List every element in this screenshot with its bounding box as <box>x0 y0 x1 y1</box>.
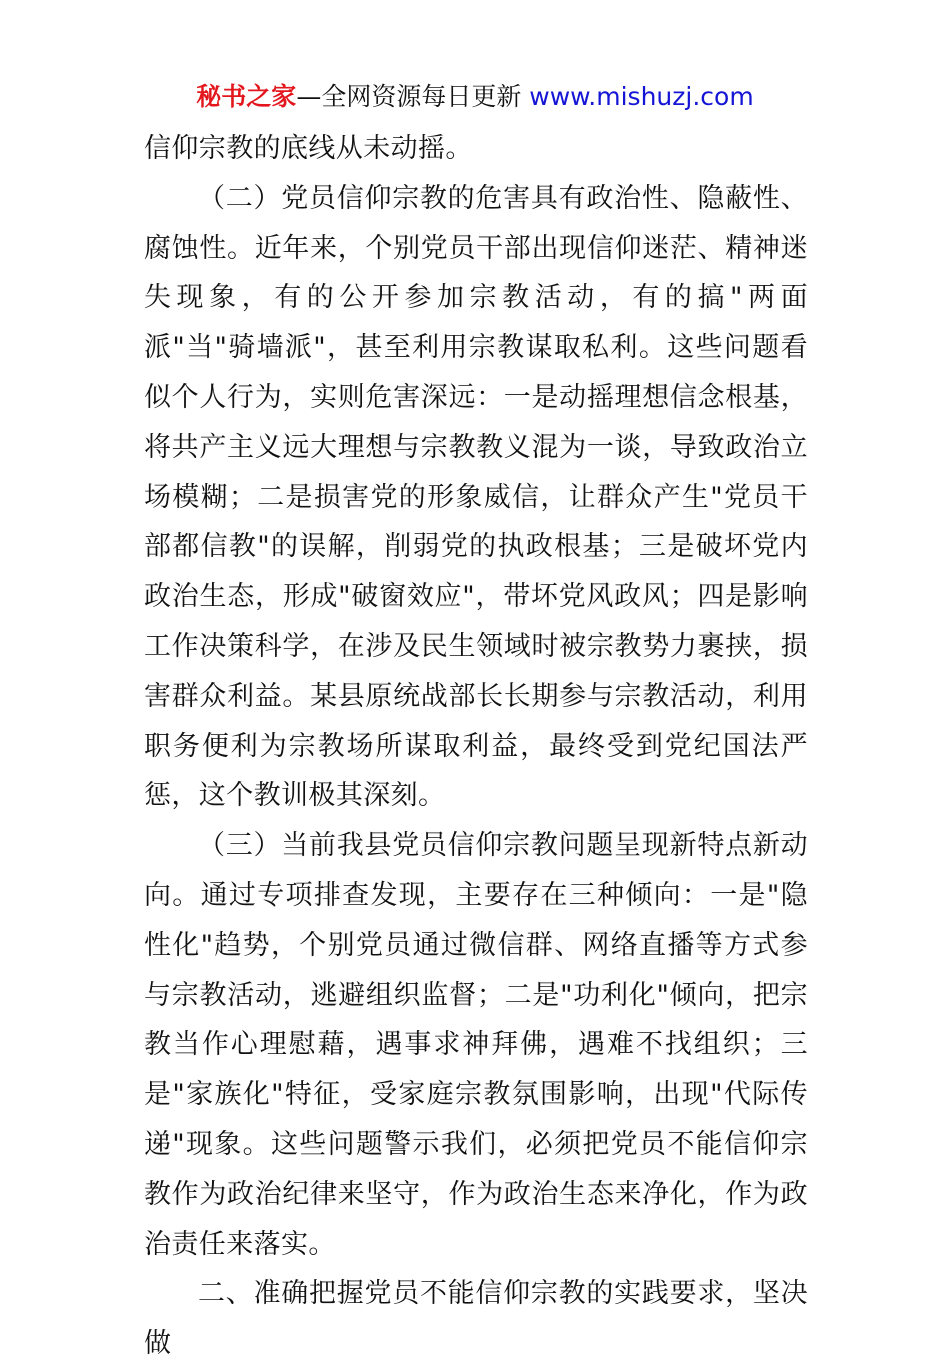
site-tagline: —全网资源每日更新 <box>296 82 530 111</box>
paragraph-section-2: （二）党员信仰宗教的危害具有政治性、隐蔽性、腐蚀性。近年来，个别党员干部出现信仰迷茫、精神迷失现象，有的公开参加宗教活动，有的搞"两面派"当"骑墙派"，甚至利用宗教谋取私利。这些问题看似个人行为，实则危害深远：一是动摇理想信念根基，将共产主义远大理想与宗教教义混为一谈，导致政治立场模糊；二是损害党的形象威信，让群众产生"党员干部都信教"的误解，削弱党的执政根基；三是破坏党内政治生态，形成"破窗效应"，带坏党风政风；四是影响工作决策科学，在涉及民生领域时被宗教势力裹挟，损害群众利益。某县原统战部长长期参与宗教活动，利用职务便利为宗教场所谋取利益，最终受到党纪国法严惩，这个教训极其深刻。 <box>144 182 808 812</box>
paragraph-continuation: 信仰宗教的底线从未动摇。 <box>144 133 473 164</box>
site-url-link[interactable]: www.mishuzj.com <box>529 82 754 111</box>
site-header <box>0 80 950 114</box>
document-body <box>144 124 808 1369</box>
section-heading-2: 二、准确把握党员不能信仰宗教的实践要求，坚决做 <box>144 1278 808 1360</box>
paragraph-section-3: （三）当前我县党员信仰宗教问题呈现新特点新动向。通过专项排查发现，主要存在三种倾向：一是"隐性化"趋势，个别党员通过微信群、网络直播等方式参与宗教活动，逃避组织监督；二是"功利化"倾向，把宗教当作心理慰藉，遇事求神拜佛，遇难不找组织；三是"家族化"特征，受家庭宗教氛围影响，出现"代际传递"现象。这些问题警示我们，必须把党员不能信仰宗教作为政治纪律来坚守，作为政治生态来净化，作为政治责任来落实。 <box>144 830 808 1260</box>
site-brand: 秘书之家 <box>196 82 297 111</box>
